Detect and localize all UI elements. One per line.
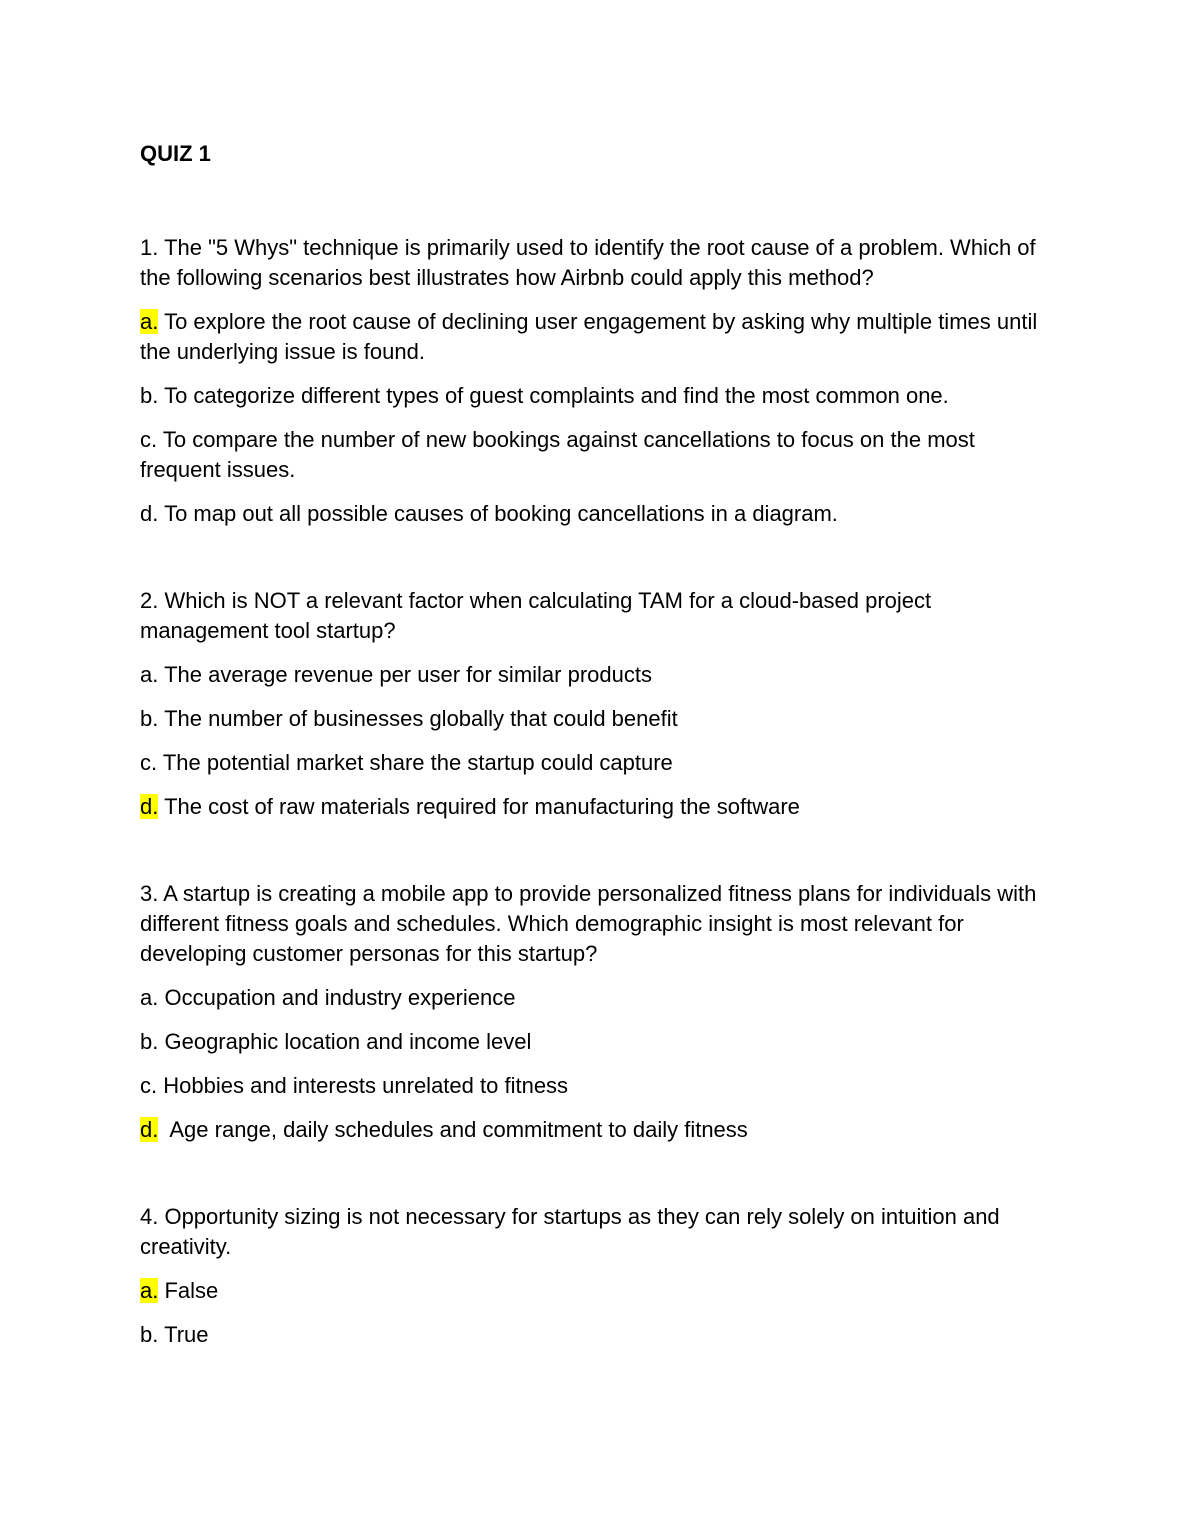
option-label: c. — [140, 427, 158, 452]
question-text: 3. A startup is creating a mobile app to provide personalized fitness plans for individuals with different fitness goals and schedules. Which demographic insight is most relevant for developing customer personas for this startup? — [140, 881, 1037, 966]
answer-option — [140, 1276, 1050, 1306]
option-text: True — [164, 1322, 209, 1347]
option-text: False — [164, 1278, 219, 1303]
option-label: b. — [140, 383, 159, 408]
option-text: The cost of raw materials required for manufacturing the software — [164, 794, 800, 819]
answer-option — [140, 381, 1050, 411]
answer-option — [140, 983, 1050, 1013]
option-text: To compare the number of new bookings against cancellations to focus on the most frequent issues. — [140, 427, 981, 482]
option-label: a. — [140, 985, 159, 1010]
question-block-3 — [140, 879, 1050, 1145]
option-text: To explore the root cause of declining user engagement by asking why multiple times until the underlying issue is found. — [140, 309, 1044, 364]
option-text: Geographic location and income level — [164, 1029, 532, 1054]
answer-option — [140, 704, 1050, 734]
answer-option — [140, 660, 1050, 690]
option-text: To map out all possible causes of booking cancellations in a diagram. — [164, 501, 838, 526]
option-text: Occupation and industry experience — [164, 985, 516, 1010]
answer-option — [140, 1320, 1050, 1350]
option-label: d. — [140, 1117, 159, 1142]
answer-option — [140, 1071, 1050, 1101]
question-block-1 — [140, 233, 1050, 529]
answer-option — [140, 1027, 1050, 1057]
question-text: 1. The "5 Whys" technique is primarily used to identify the root cause of a problem. Which of the following scenarios best illustrates how Airbnb could apply this method? — [140, 235, 1036, 290]
option-text: The number of businesses globally that could benefit — [164, 706, 678, 731]
option-label: d. — [140, 501, 159, 526]
option-label: d. — [140, 794, 159, 819]
question-text: 2. Which is NOT a relevant factor when calculating TAM for a cloud-based project management tool startup? — [140, 588, 932, 643]
answer-option — [140, 425, 1050, 485]
option-label: c. — [140, 750, 158, 775]
option-label: a. — [140, 309, 159, 334]
answer-option — [140, 748, 1050, 778]
option-text: The average revenue per user for similar products — [164, 662, 652, 687]
question-block-4 — [140, 1202, 1050, 1350]
option-label: a. — [140, 1278, 159, 1303]
answer-option — [140, 792, 1050, 822]
question-block-2 — [140, 586, 1050, 822]
option-label: c. — [140, 1073, 158, 1098]
answer-option — [140, 1115, 1050, 1145]
document-title: QUIZ 1 — [140, 141, 211, 166]
option-label: b. — [140, 706, 159, 731]
option-label: b. — [140, 1322, 159, 1347]
option-text: Hobbies and interests unrelated to fitness — [163, 1073, 569, 1098]
option-label: a. — [140, 662, 159, 687]
answer-option — [140, 499, 1050, 529]
answer-option — [140, 307, 1050, 367]
option-label: b. — [140, 1029, 159, 1054]
question-text: 4. Opportunity sizing is not necessary for startups as they can rely solely on intuition and creativity. — [140, 1204, 1000, 1259]
option-text: The potential market share the startup could capture — [162, 750, 673, 775]
option-text: To categorize different types of guest complaints and find the most common one. — [164, 383, 949, 408]
option-text: Age range, daily schedules and commitment to daily fitness — [164, 1117, 748, 1142]
